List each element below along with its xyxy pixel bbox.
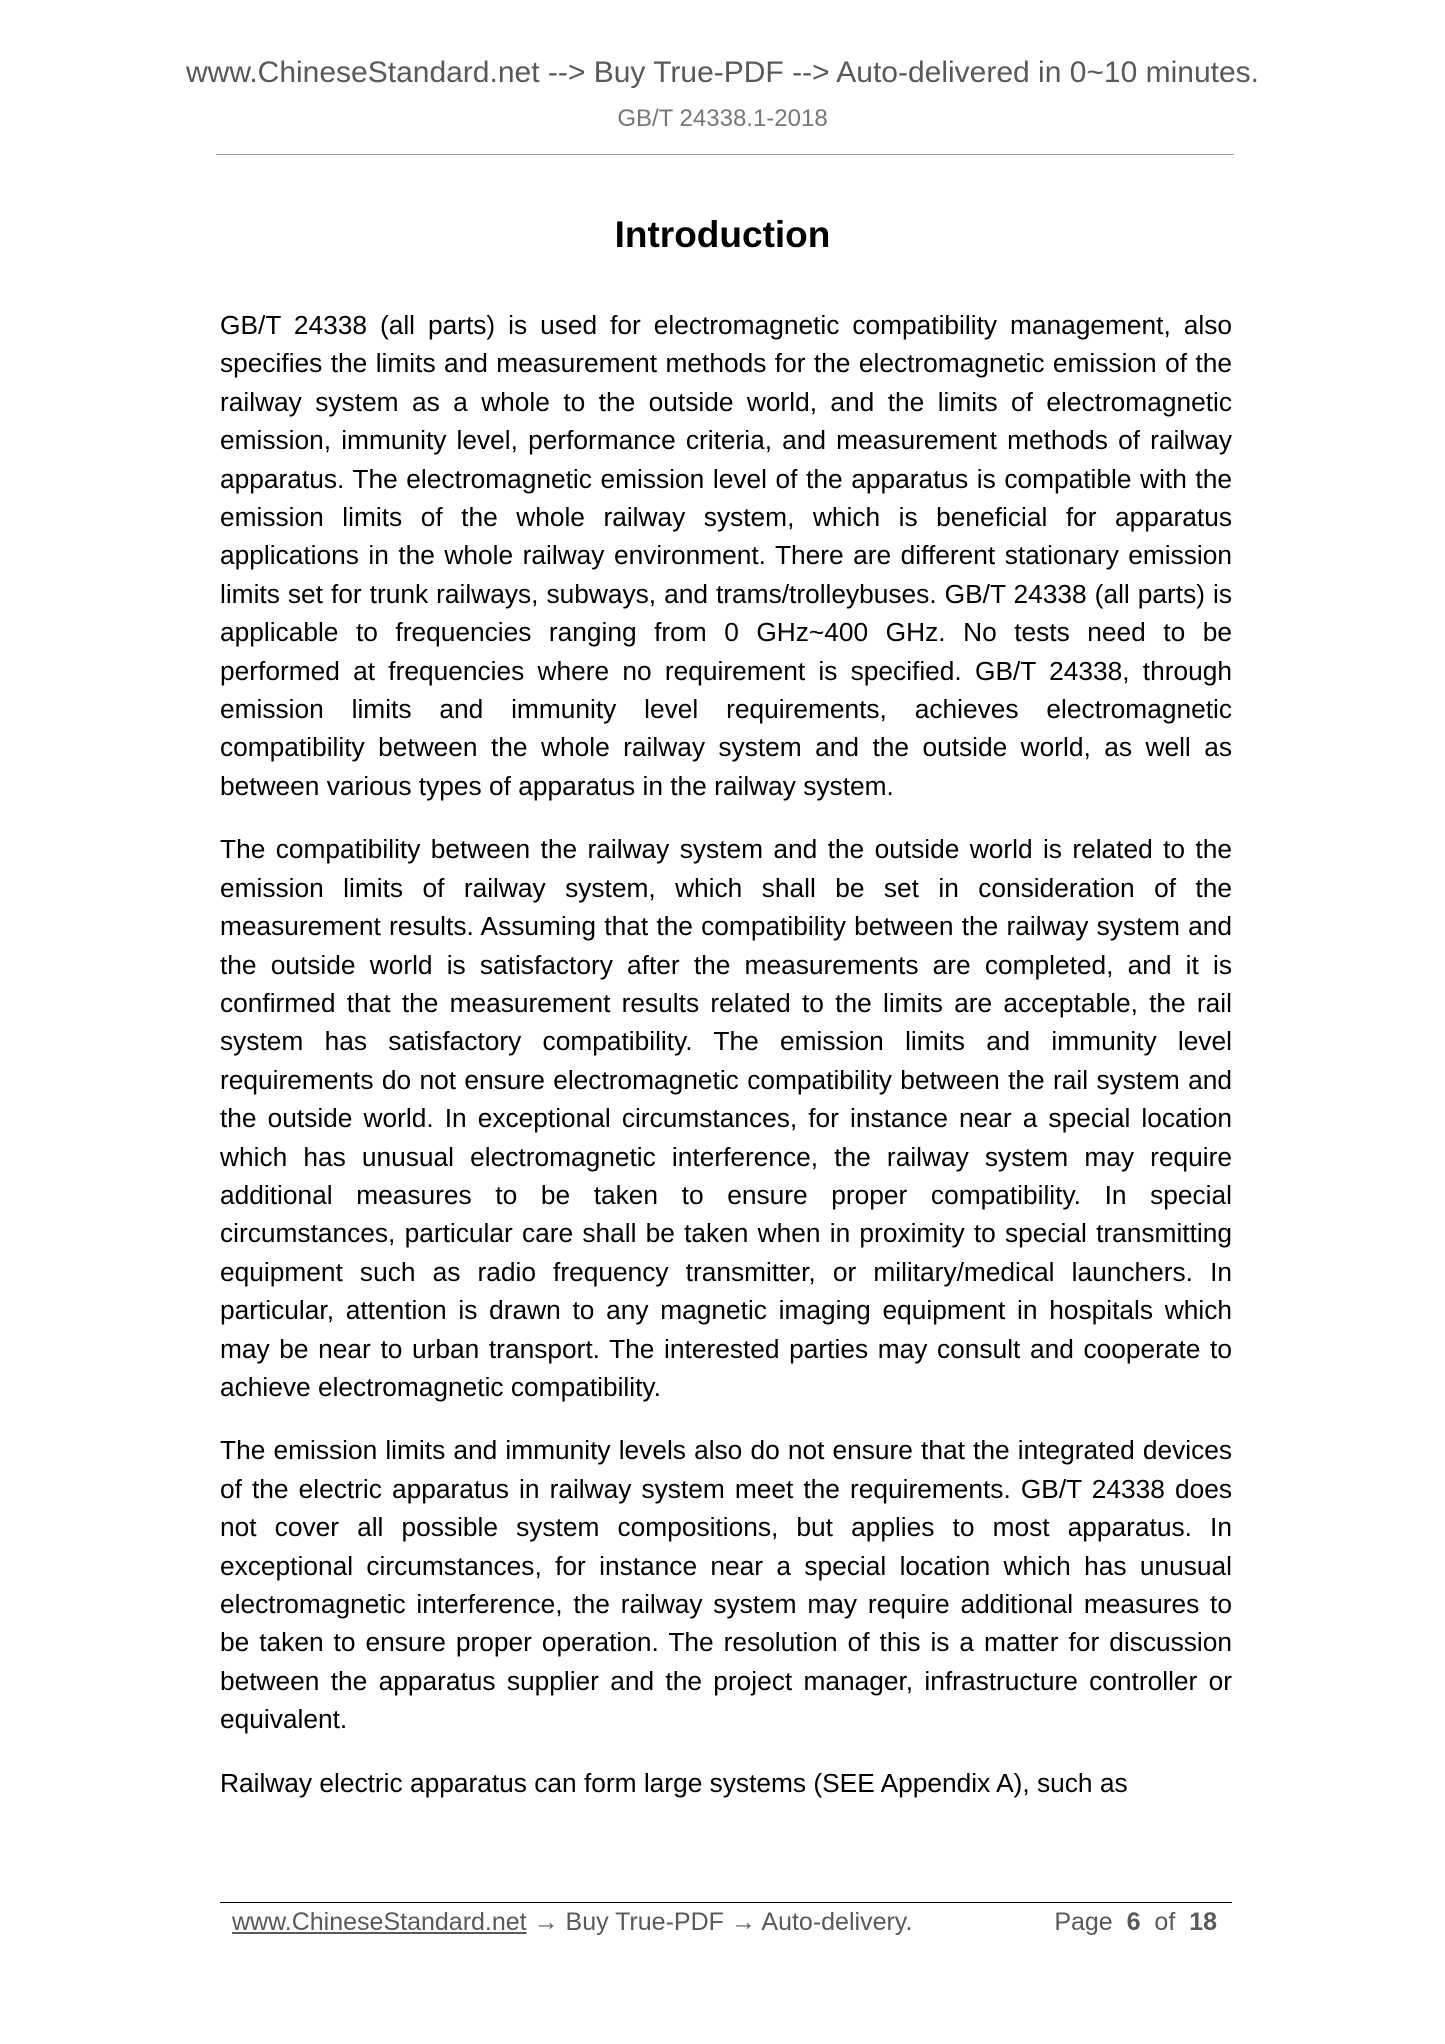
page-label: Page: [1054, 1908, 1113, 1936]
of-label: of: [1154, 1908, 1176, 1936]
body-text: [220, 306, 1232, 1827]
header-banner: www.ChineseStandard.net --> Buy True-PDF --> Auto-delivered in 0~10 minutes.: [185, 56, 1260, 89]
paragraph-4: Railway electric apparatus can form large systems (SEE Appendix A), such as: [220, 1767, 1128, 1798]
footer-site-link[interactable]: www.ChineseStandard.net: [232, 1908, 527, 1936]
page-title: Introduction: [614, 214, 831, 255]
page-footer: [232, 1904, 1217, 1940]
document-code: GB/T 24338.1-2018: [617, 105, 828, 132]
footer-divider: [220, 1902, 1232, 1903]
page-number: 6: [1126, 1908, 1141, 1936]
paragraph-2: The compatibility between the railway system and the outside world is related to the emission limits of railway system, which shall be set in consideration of the measurement results. Assuming that the compatibility between the railway system and the outside world is satisfactory after the measurements are completed, and it is confirmed that the measurement results related to the limits are acceptable, the rail system has satisfactory compatibility. The emission limits and immunity level requirements do not ensure electromagnetic compatibility between the rail system and the outside world. In exceptional circumstances, for instance near a special location which has unusual electromagnetic interference, the railway system may require additional measures to be taken to ensure proper compatibility. In special circumstances, particular care shall be taken when in proximity to special transmitting equipment such as radio frequency transmitter, or military/medical launchers. In particular, attention is drawn to any magnetic imaging equipment in hospitals which may be near to urban transport. The interested parties may consult and cooperate to achieve electromagnetic compatibility.: [220, 834, 1232, 1402]
paragraph-1: GB/T 24338 (all parts) is used for electromagnetic compatibility management, also specifies the limits and measurement methods for the electromagnetic emission of the railway system as a whole to the outside world, and the limits of electromagnetic emission, immunity level, performance criteria, and measurement methods of railway apparatus. The electromagnetic emission level of the apparatus is compatible with the emission limits of the whole railway system, which is beneficial for apparatus applications in the whole railway environment. There are different stationary emission limits set for trunk railways, subways, and trams/trolleybuses. GB/T 24338 (all parts) is applicable to frequencies ranging from 0 GHz~400 GHz. No tests need to be performed at frequencies where no requirement is specified. GB/T 24338, through emission limits and immunity level requirements, achieves electromagnetic compatibility between the whole railway system and the outside world, as well as between various types of apparatus in the railway system.: [220, 310, 1232, 801]
paragraph-3: The emission limits and immunity levels also do not ensure that the integrated devices of the electric apparatus in railway system meet the requirements. GB/T 24338 does not cover all possible system compositions, but applies to most apparatus. In exceptional circumstances, for instance near a special location which has unusual electromagnetic interference, the railway system may require additional measures to be taken to ensure proper operation. The resolution of this is a matter for discussion between the apparatus supplier and the project manager, infrastructure controller or equivalent.: [220, 1435, 1232, 1735]
footer-tagline: → Buy True-PDF → Auto-delivery.: [526, 1908, 913, 1936]
header-divider: [216, 154, 1234, 155]
page-indicator: [1054, 1904, 1217, 1940]
page-total: 18: [1189, 1908, 1217, 1936]
footer-promo: [232, 1904, 912, 1940]
